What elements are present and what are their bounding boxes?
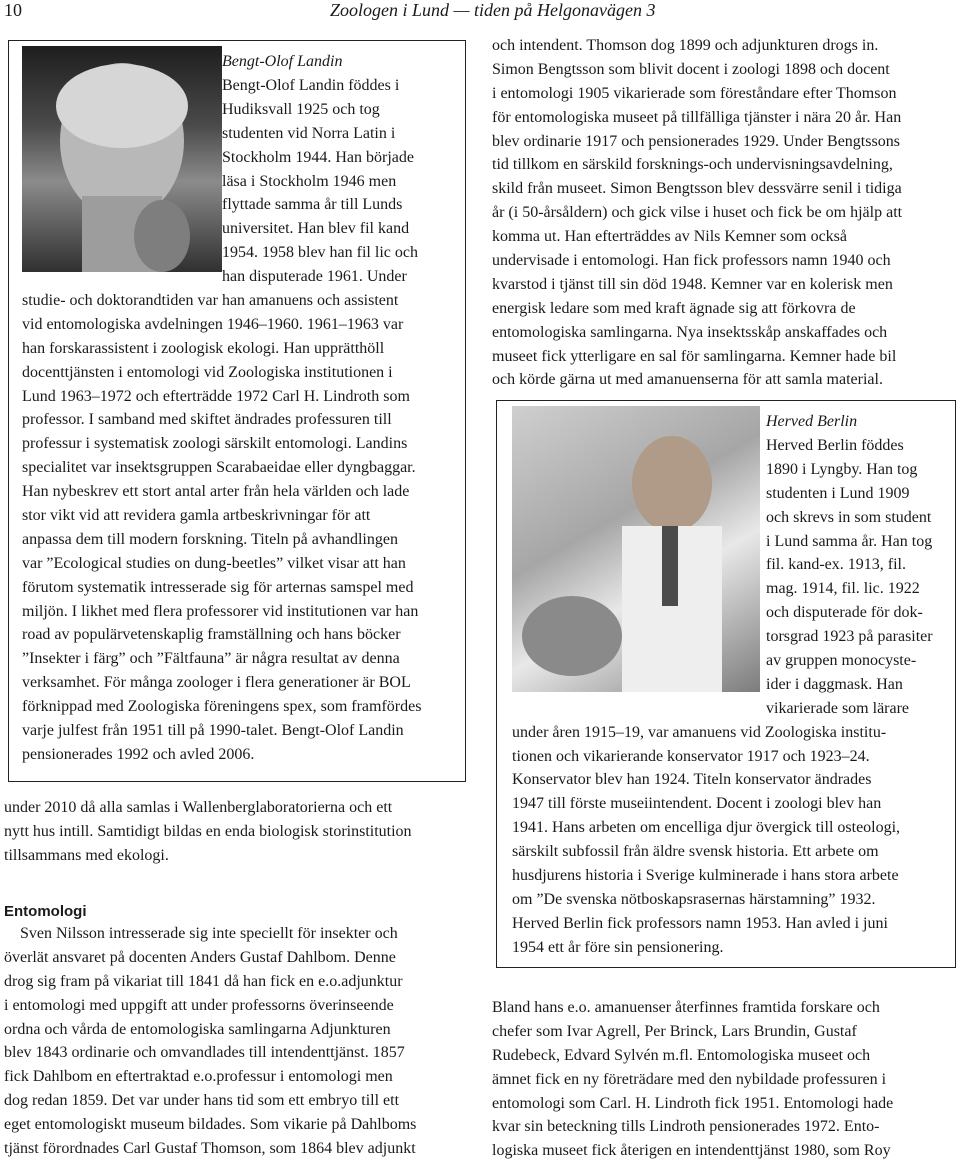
text-line: år (i 50-årsåldern) och gick vilse i huset och fick be om hjälp att	[492, 204, 903, 222]
text-line: dog redan 1859. Det var under hans tid som ett embryo till ett	[4, 1092, 400, 1110]
text-line: Hudiksvall 1925 och tog	[222, 100, 380, 118]
running-title: Zoologen i Lund — tiden på Helgonavägen 3	[330, 0, 656, 20]
text-line: och skrevs in som student	[766, 508, 932, 526]
text-line: universitet. Han blev fil kand	[222, 220, 410, 238]
text-line: professor. I samband med skiftet ändrades professuren till	[22, 411, 392, 429]
text-line: tillsammans med ekologi.	[4, 846, 169, 864]
landin-heading: Bengt-Olof Landin	[222, 53, 343, 70]
left-column-text	[4, 796, 464, 868]
text-line: Simon Bengtsson som blivit docent i zoologi 1898 och docent	[492, 60, 890, 78]
text-line: blev ordinarie 1917 och pensionerades 1929. Under Bengtssons	[492, 132, 900, 150]
text-line: i entomologi 1905 vikarierade som föreståndare efter Thomson	[492, 84, 897, 102]
text-line: fil. kand-ex. 1913, fil.	[766, 556, 906, 574]
text-line: eget entomologiskt museum bildades. Som vikarie på Dahlboms	[4, 1116, 417, 1134]
text-line: förutom systematik intresserade sig för arternas samspel med	[22, 578, 414, 596]
text-line: tionen och vikarierande konservator 1917 och 1923–24.	[512, 747, 870, 765]
text-line: kvar sin beteckning tills Lindroth pensionerades 1972. Ento-	[492, 1118, 880, 1136]
text-line: stor vikt vid att revidera gamla artbeskrivningar för att	[22, 507, 371, 525]
text-line: logiska museet fick återigen en intendenttjänst 1980, som Roy	[492, 1142, 891, 1160]
text-line: ”Insekter i färg” och ”Fältfauna” är några resultat av denna	[22, 650, 400, 668]
text-line: Rudebeck, Edvard Sylvén m.fl. Entomologiska museet och	[492, 1046, 871, 1064]
text-line: läsa i Stockholm 1946 men	[222, 172, 397, 190]
text-line: docenttjänsten i entomologi vid Zoologiska institutionen i	[22, 363, 393, 381]
text-line: komma ut. Han efterträddes av Nils Kemner som också	[492, 228, 848, 246]
text-line: 1941. Hans arbeten om encelliga djur övergick till osteologi,	[512, 819, 901, 837]
text-line: han disputerade 1961. Under	[222, 268, 407, 286]
text-line: var ”Ecological studies on dung-beetles” vilket visar att han	[22, 554, 406, 572]
text-line: Bland hans e.o. amanuenser återfinnes framtida forskare och	[492, 999, 880, 1016]
text-line: undervisade i entomologi. Han fick professors namn 1940 och	[492, 252, 891, 270]
text-line: Bengt-Olof Landin föddes i	[222, 77, 400, 94]
text-line: och disputerade för dok-	[766, 604, 923, 622]
section-heading-entomologi: Entomologi	[4, 903, 87, 920]
text-line: för entomologiska museet på tillfälliga tjänster i nära 20 år. Han	[492, 108, 902, 126]
text-line: entomologiska samlingarna. Nya insektsskåp anskaffades och	[492, 323, 888, 341]
text-line: om ”De svenska nötboskapsrasernas härstamning” 1932.	[512, 890, 876, 908]
text-line: entomologi som Carl. H. Lindroth fick 1951. Entomologi hade	[492, 1094, 894, 1112]
text-line: studenten vid Norra Latin i	[222, 124, 396, 142]
text-line: chefer som Ivar Agrell, Per Brinck, Lars Brundin, Gustaf	[492, 1022, 857, 1040]
right-column-text	[492, 34, 956, 392]
text-line: verksamhet. För många zoologer i flera generationer är BOL	[22, 674, 411, 692]
text-line: och körde gärna ut med amanuenserna för att samla material.	[492, 371, 883, 389]
text-line: museet fick ytterligare en sal för samlingarna. Kemner hade bil	[492, 347, 897, 365]
text-line: professur i systematisk zoologi särskilt entomologi. Landins	[22, 435, 408, 453]
text-line: Stockholm 1944. Han började	[222, 148, 414, 166]
right-column-bottom-text	[492, 996, 956, 1163]
text-line: tjänst förordnades Carl Gustaf Thomson, som 1864 blev adjunkt	[4, 1140, 416, 1158]
text-line: 1954 ett år före sin pensionering.	[512, 938, 724, 956]
text-line: anpassa dem till modern forskning. Titeln på avhandlingen	[22, 530, 398, 548]
text-line: varje julfest från 1951 till på 1990-talet. Bengt-Olof Landin	[22, 722, 404, 740]
text-line: specialitet var insektsgruppen Scarabaeidae eller dyngbaggar.	[22, 459, 416, 477]
text-line: flyttade samma år till Lunds	[222, 196, 403, 214]
text-line: skild från museet. Simon Bengtsson blev dessvärre senil i tidiga	[492, 180, 902, 198]
text-line: ordna och vårda de entomologiska samlingarna Adjunkturen	[4, 1020, 391, 1038]
text-line: av gruppen monocyste-	[766, 652, 917, 670]
text-line: särskilt subfossil från äldre svensk historia. Ett arbete om	[512, 843, 879, 861]
text-line: road av populärvetenskaplig framställning och hans böcker	[22, 626, 401, 644]
text-line: Herved Berlin fick professors namn 1953. Han avled i juni	[512, 914, 888, 932]
text-line: studie- och doktorandtiden var han amanuens och assistent	[22, 292, 399, 310]
text-line: drog sig fram på vikariat till 1841 då han fick en e.o.adjunktur	[4, 972, 403, 990]
text-line: Konservator blev han 1924. Titeln konservator ändrades	[512, 771, 872, 789]
text-line: ämnet fick en ny företrädare med den nybildade professuren i	[492, 1070, 887, 1088]
text-line: Sven Nilsson intresserade sig inte speciellt för insekter och	[20, 925, 398, 942]
text-line: pensionerades 1992 och avled 2006.	[22, 745, 255, 763]
text-line: studenten i Lund 1909	[766, 484, 910, 502]
text-line: i entomologi med uppgift att under professorns överinseende	[4, 996, 394, 1014]
text-line: fick Dahlbom en eftertraktad e.o.professur i entomologi men	[4, 1068, 393, 1086]
text-line: vikarierade som lärare	[766, 699, 910, 717]
text-line: kvarstod i tjänst till sin död 1948. Kemner var en kolerisk men	[492, 275, 893, 293]
text-line: mag. 1914, fil. lic. 1922	[766, 580, 920, 598]
text-line: förknippad med Zoologiska föreningens spex, som framfördes	[22, 698, 422, 716]
berlin-biography	[512, 434, 942, 960]
page-number: 10	[4, 0, 22, 20]
text-line: tid tillkom en särskild forsknings-och undervisningsavdelning,	[492, 156, 893, 174]
text-line: torsgrad 1923 på parasiter	[766, 628, 933, 646]
text-line: 1947 till förste museiintendent. Docent i zoologi blev han	[512, 795, 882, 813]
text-line: energisk ledare som med kraft ägnade sig att förkovra de	[492, 299, 856, 317]
text-line: i Lund samma år. Han tog	[766, 532, 933, 550]
entomologi-section-text	[4, 922, 464, 1161]
text-line: Han nybeskrev ett stort antal arter från hela världen och lade	[22, 483, 410, 501]
text-line: 1954. 1958 blev han fil lic och	[222, 244, 418, 262]
berlin-heading: Herved Berlin	[766, 413, 858, 430]
text-line: nytt hus intill. Samtidigt bildas en enda biologisk storinstitution	[4, 822, 412, 840]
text-line: han forskarassistent i zoologisk ekologi. Han upprätthöll	[22, 339, 385, 357]
text-line: och intendent. Thomson dog 1899 och adjunkturen drogs in.	[492, 37, 879, 54]
text-line: vid entomologiska avdelningen 1946–1960. 1961–1963 var	[22, 315, 404, 333]
text-line: miljön. I likhet med flera professorer vid institutionen var han	[22, 602, 419, 620]
text-line: blev 1843 ordinarie och omvandlades till intendenttjänst. 1857	[4, 1044, 405, 1062]
text-line: Herved Berlin föddes	[766, 437, 904, 454]
text-line: under 2010 då alla samlas i Wallenberglaboratorierna och ett	[4, 799, 393, 816]
text-line: 1890 i Lyngby. Han tog	[766, 460, 918, 478]
landin-biography	[22, 74, 452, 767]
text-line: husdjurens historia i Sverige kulminerade i hans stora arbete	[512, 867, 899, 885]
text-line: överlät ansvaret på docenten Anders Gustaf Dahlbom. Denne	[4, 948, 396, 966]
text-line: under åren 1915–19, var amanuens vid Zoologiska institu-	[512, 723, 887, 741]
text-line: ider i daggmask. Han	[766, 675, 903, 693]
text-line: Lund 1963–1972 och efterträdde 1972 Carl H. Lindroth som	[22, 387, 410, 405]
